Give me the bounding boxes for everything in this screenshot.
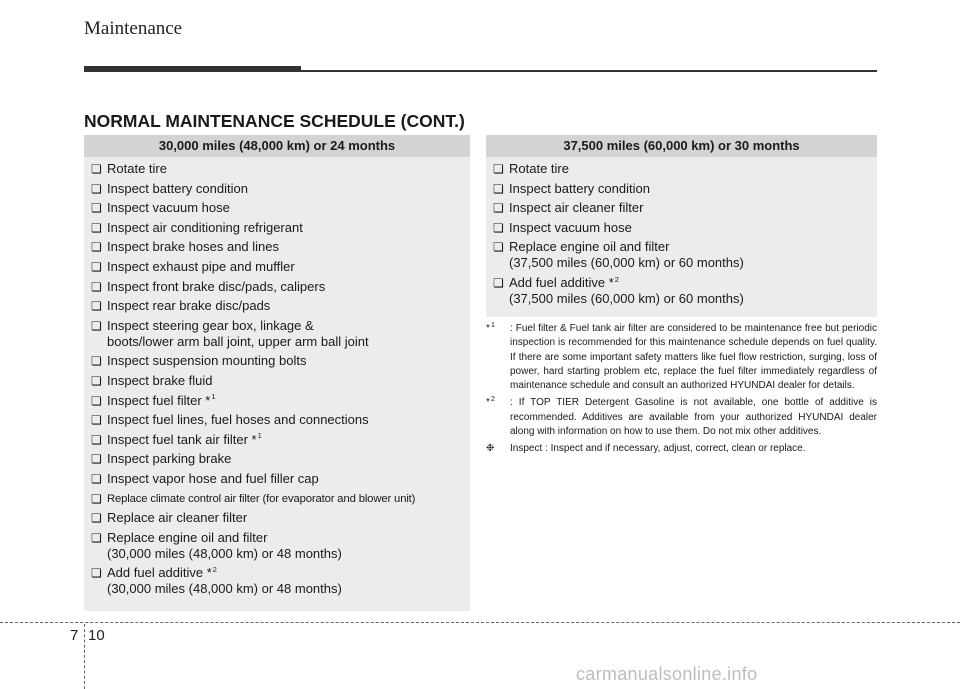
item-text: Inspect rear brake disc/pads xyxy=(107,298,271,314)
checkbox-icon: ❏ xyxy=(91,491,102,506)
footnote xyxy=(486,319,877,393)
item-text: Inspect parking brake xyxy=(107,451,232,467)
checklist-item xyxy=(493,275,877,307)
checklist-item xyxy=(91,200,470,216)
checklist-item xyxy=(91,353,470,369)
footnote xyxy=(486,442,877,456)
item-text: Inspect air cleaner filter xyxy=(509,200,644,216)
checklist-item xyxy=(91,432,470,448)
checkbox-icon: ❏ xyxy=(91,452,102,467)
checkbox-icon: ❏ xyxy=(493,181,504,196)
item-text: Rotate tire xyxy=(509,161,569,176)
item-text: Replace engine oil and filter xyxy=(107,529,268,545)
checkbox-icon: ❏ xyxy=(91,299,102,314)
section-title: Maintenance xyxy=(84,18,183,39)
page-heading: NORMAL MAINTENANCE SCHEDULE (CONT.) xyxy=(84,111,465,131)
checkbox-icon: ❏ xyxy=(91,318,102,333)
checklist-item xyxy=(91,239,470,255)
header-rule-thin xyxy=(301,70,877,72)
footer-dashed-rule xyxy=(0,622,960,623)
item-text: Inspect exhaust pipe and muffler xyxy=(107,258,295,274)
checkbox-icon: ❏ xyxy=(91,259,102,274)
item-text: Inspect fuel tank air filter *$^1$ xyxy=(107,431,262,447)
item-subtext: (30,000 miles (48,000 km) or 48 months) xyxy=(107,545,342,561)
checkbox-icon: ❏ xyxy=(493,240,504,255)
item-subtext: (37,500 miles (60,000 km) or 60 months) xyxy=(509,255,744,271)
footnote xyxy=(486,396,877,439)
watermark: carmanualsonline.info xyxy=(576,664,758,684)
checklist-item xyxy=(91,393,470,409)
checkbox-icon: ❏ xyxy=(493,275,504,290)
item-text: Replace climate control air filter (for evaporator and blower unit) xyxy=(107,492,416,505)
footnote-text: : If TOP TIER Detergent Gasoline is not available, one bottle of additive is recommended. Additives are available from your authorized HYUNDAI dealer along with information on how to use them. Do not mix other additives. xyxy=(510,397,877,438)
item-subtext: (37,500 miles (60,000 km) or 60 months) xyxy=(509,290,744,306)
checklist-item xyxy=(91,471,470,487)
checklist-item xyxy=(91,510,470,526)
schedule-panel-30000 xyxy=(84,135,470,611)
item-text: Inspect battery condition xyxy=(509,180,650,196)
item-text: Inspect fuel lines, fuel hoses and connections xyxy=(107,412,369,428)
checklist xyxy=(84,157,470,597)
checklist-item xyxy=(91,279,470,295)
header-rule-thick xyxy=(84,66,301,72)
item-text: Inspect brake hoses and lines xyxy=(107,239,279,255)
checkbox-icon: ❏ xyxy=(493,162,504,176)
item-text: Inspect vapor hose and fuel filler cap xyxy=(107,470,319,486)
checkbox-icon: ❏ xyxy=(91,471,102,486)
item-subtext: (30,000 miles (48,000 km) or 48 months) xyxy=(107,581,342,597)
footnote-marker: *$^1$ xyxy=(486,319,496,334)
item-text: Replace air cleaner filter xyxy=(107,510,248,526)
item-text: Inspect fuel filter *$^1$ xyxy=(107,392,216,408)
superscript: 1 xyxy=(257,431,262,441)
item-text: Inspect steering gear box, linkage & xyxy=(107,317,314,333)
item-text: Inspect suspension mounting bolts xyxy=(107,353,307,369)
item-text: Inspect vacuum hose xyxy=(509,219,632,235)
checkbox-icon: ❏ xyxy=(91,162,102,176)
checklist-item xyxy=(493,181,877,197)
item-text: Inspect air conditioning refrigerant xyxy=(107,219,303,235)
checklist-item xyxy=(91,298,470,314)
footnote-text: : Fuel filter & Fuel tank air filter are considered to be maintenance free but periodic inspection is recommended for this maintenance schedule depends on fuel quality. If there are some important safety matters like fuel flow restriction, surging, loss of power, hard starting problem etc, replace the fuel filter immediately regardless of maintenance schedule and consult an authorized HYUNDAI dealer for details. xyxy=(510,323,877,392)
checkbox-icon: ❏ xyxy=(91,240,102,255)
panel-title: 37,500 miles (60,000 km) or 30 months xyxy=(486,135,877,157)
item-text: Inspect vacuum hose xyxy=(107,200,230,216)
checkbox-icon: ❏ xyxy=(91,566,102,581)
checklist-item xyxy=(493,220,877,236)
panel-title: 30,000 miles (48,000 km) or 24 months xyxy=(84,135,470,157)
checklist-item xyxy=(91,373,470,389)
checklist-item xyxy=(493,200,877,216)
item-text: Inspect front brake disc/pads, calipers xyxy=(107,278,326,294)
item-text: Inspect battery condition xyxy=(107,180,248,196)
checkbox-icon: ❏ xyxy=(91,432,102,447)
superscript: 2 xyxy=(614,274,619,284)
checklist-item xyxy=(91,161,470,177)
item-text: Inspect brake fluid xyxy=(107,372,213,388)
item-text: Replace engine oil and filter xyxy=(509,239,670,255)
checkbox-icon: ❏ xyxy=(91,393,102,408)
checklist-item xyxy=(91,318,470,350)
checkbox-icon: ❏ xyxy=(91,279,102,294)
checklist-item xyxy=(493,239,877,271)
schedule-panel-37500 xyxy=(486,135,877,317)
superscript: 1 xyxy=(211,392,216,402)
item-subtext: boots/lower arm ball joint, upper arm ball joint xyxy=(107,333,369,349)
checklist-item xyxy=(493,161,877,177)
checklist-item xyxy=(91,181,470,197)
checkbox-icon: ❏ xyxy=(91,181,102,196)
footnote-marker: ❉ xyxy=(486,443,495,455)
item-text: Rotate tire xyxy=(107,161,167,176)
footnotes xyxy=(486,319,877,460)
item-text: Add fuel additive *$^2$ xyxy=(509,274,619,290)
checkbox-icon: ❏ xyxy=(91,354,102,369)
checklist-item xyxy=(91,451,470,467)
checkbox-icon: ❏ xyxy=(91,201,102,216)
checklist xyxy=(486,157,877,307)
checklist-item xyxy=(91,259,470,275)
checklist-item xyxy=(91,491,470,507)
footnote-text: Inspect : Inspect and if necessary, adjust, correct, clean or replace. xyxy=(510,443,806,455)
checkbox-icon: ❏ xyxy=(91,413,102,428)
checkbox-icon: ❏ xyxy=(493,201,504,216)
checklist-item xyxy=(91,220,470,236)
footnote-marker: *$^2$ xyxy=(486,394,496,409)
superscript: 2 xyxy=(212,564,217,574)
chapter-number: 7 xyxy=(70,627,79,644)
footer-dashed-divider xyxy=(84,624,85,689)
checkbox-icon: ❏ xyxy=(91,511,102,526)
checklist-item xyxy=(91,565,470,597)
checkbox-icon: ❏ xyxy=(91,373,102,388)
checkbox-icon: ❏ xyxy=(91,530,102,545)
checklist-item xyxy=(91,412,470,428)
checkbox-icon: ❏ xyxy=(91,220,102,235)
checklist-item xyxy=(91,530,470,562)
page-number: 10 xyxy=(88,627,105,644)
checkbox-icon: ❏ xyxy=(493,220,504,235)
item-text: Add fuel additive *$^2$ xyxy=(107,564,217,581)
